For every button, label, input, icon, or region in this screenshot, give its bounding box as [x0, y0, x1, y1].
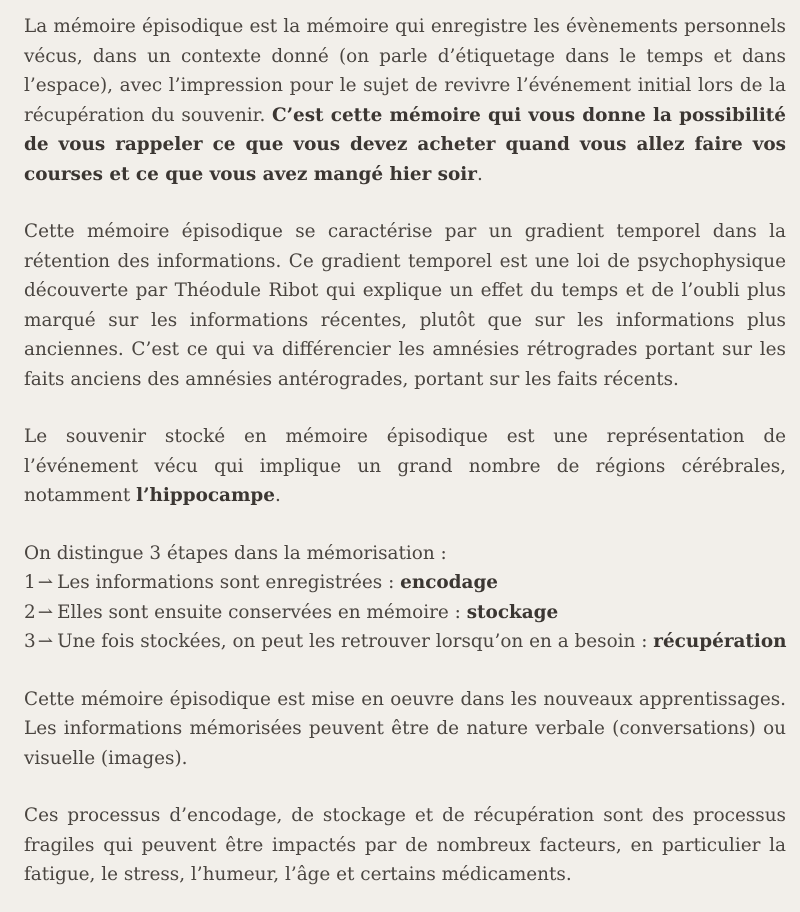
list-item — [24, 598, 786, 628]
paragraph-text: La mémoire épisodique est la mémoire qui enregistre les évènements personnels vécus, dans un contexte donné (on parle d’étiquetage dans le temps et dans l’espace), avec l’impression pour le sujet de revivre l’événement initial lors de la récupération du souvenir. — [24, 16, 786, 126]
list-item — [24, 568, 786, 598]
step-number: 1 — [24, 572, 36, 593]
paragraph-learning — [24, 685, 786, 774]
paragraph-end: . — [275, 485, 281, 506]
bold-highlight: C’est cette mémoire qui vous donne la possibilité de vous rappeler ce que vous devez acheter quand vous allez faire vos courses et ce que vous avez mangé hier soir — [24, 104, 786, 185]
bold-highlight: l’hippocampe — [136, 485, 275, 506]
step-number: 2 — [24, 601, 36, 623]
step-text: Une fois stockées, on peut les retrouver lorsqu’on en a besoin : — [57, 631, 654, 652]
paragraph-brain-regions — [24, 422, 786, 511]
step-keyword: encodage — [400, 572, 499, 593]
paragraph-temporal-gradient — [24, 217, 786, 394]
list-item — [24, 627, 786, 657]
step-text: Elles sont ensuite conservées en mémoire : — [57, 601, 467, 623]
step-keyword: récupération — [653, 631, 787, 652]
paragraph-episodic-definition — [24, 12, 786, 189]
step-keyword: stockage — [466, 601, 559, 623]
paragraph-text: Ces processus d’encodage, de stockage et de récupération sont des processus fragiles qui peuvent être impactés par de nombreux facteurs, en particulier la fatigue, le stress, l’humeur, l’âge et certains médicaments. — [24, 805, 786, 885]
paragraph-text: Cette mémoire épisodique est mise en oeuvre dans les nouveaux apprentissages. Les informations mémorisées peuvent être de nature verbale (conversations) ou visuelle (images). — [24, 688, 786, 769]
steps-intro: On distingue 3 étapes dans la mémorisation : — [24, 542, 447, 564]
paragraph-end: . — [476, 163, 483, 185]
paragraph-text: Cette mémoire épisodique se caractérise par un gradient temporel dans la rétention des informations. Ce gradient temporel est une loi de psychophysique découverte par Théodule Ribot qui explique un effet du temps et de l’oubli plus marqué sur les informations récentes, plutôt que sur les informations plus anciennes. C’est ce qui va différencier les amnésies rétrogrades portant sur les faits anciens des amnésies antérogrades, portant sur les faits récents. — [24, 221, 786, 390]
arrow-right-icon: ⇀ — [37, 601, 54, 623]
arrow-right-icon: ⇀ — [37, 631, 54, 652]
paragraph-fragility — [24, 801, 786, 890]
paragraph-text: Le souvenir stocké en mémoire épisodique est une représentation de l’événement vécu qui implique un grand nombre de régions cérébrales, notamment — [24, 426, 786, 506]
step-text: Les informations sont enregistrées : — [57, 572, 401, 593]
arrow-right-icon: ⇀ — [37, 572, 54, 593]
steps-list — [24, 568, 786, 657]
step-number: 3 — [24, 631, 36, 652]
